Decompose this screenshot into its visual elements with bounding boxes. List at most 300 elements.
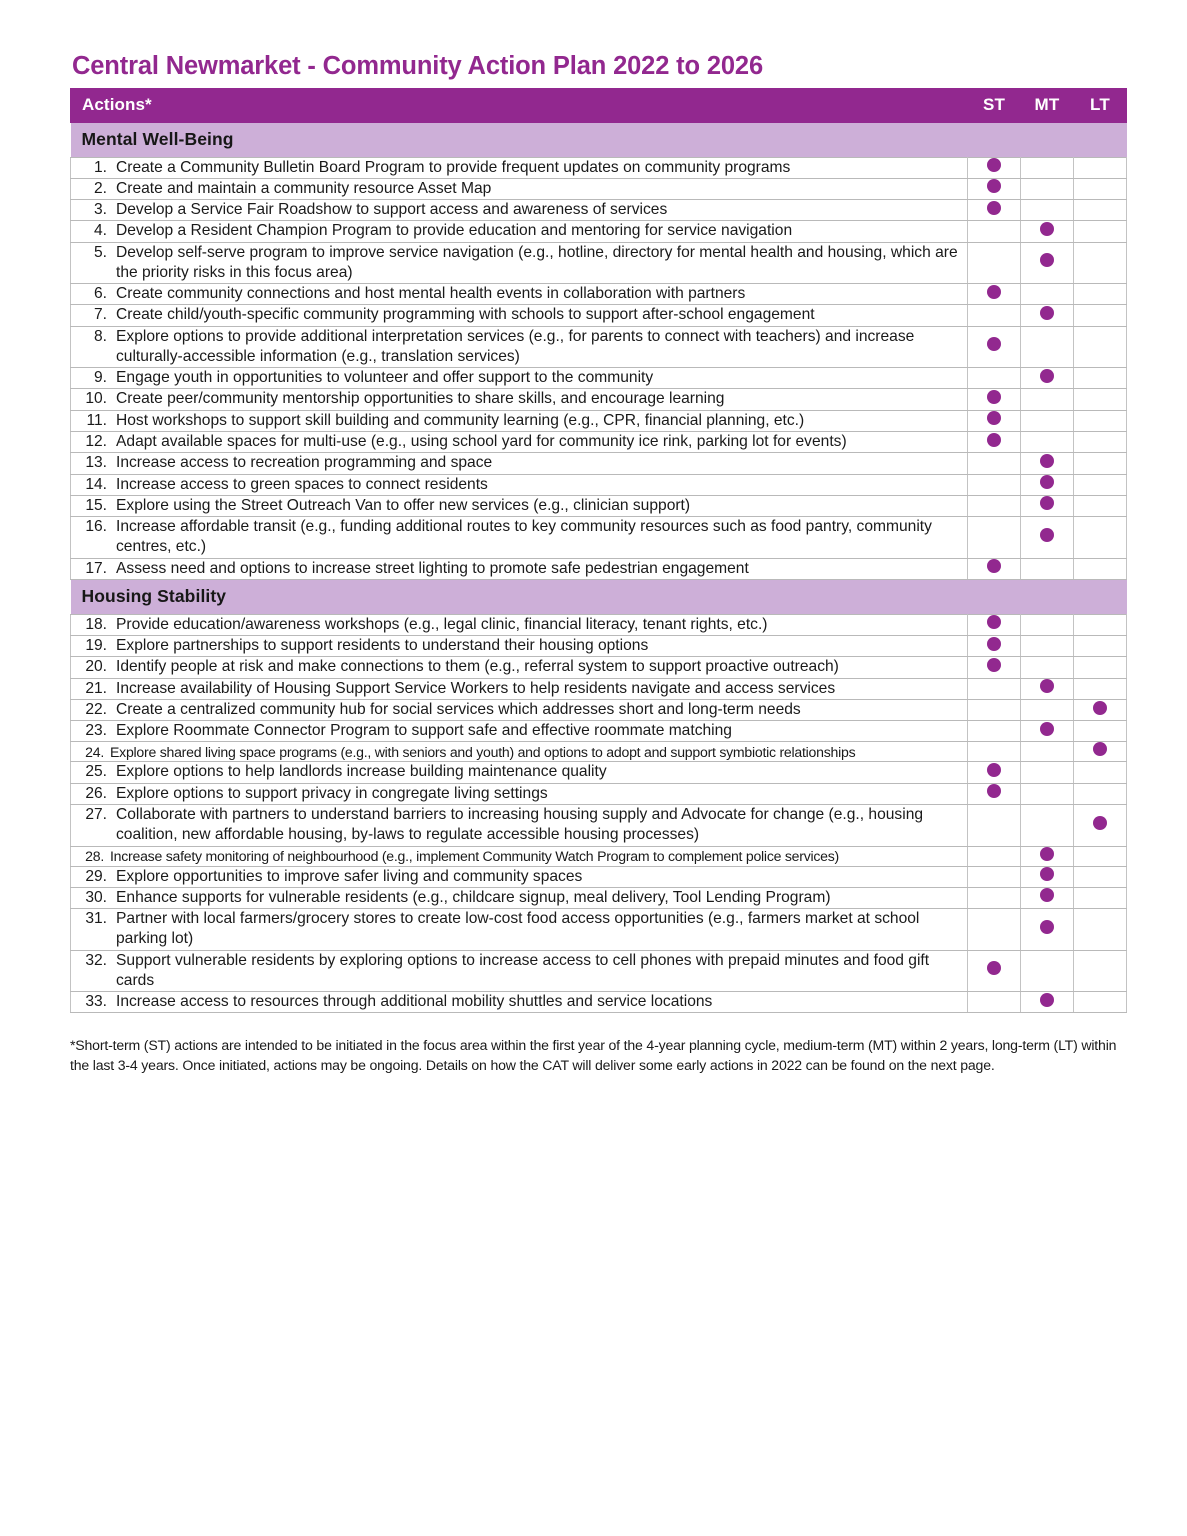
- timeframe-dot-icon: [987, 158, 1001, 172]
- mt-marker-cell: [1021, 742, 1074, 762]
- table-row: [71, 636, 1127, 657]
- lt-marker-cell: [1074, 866, 1127, 887]
- action-cell: [71, 804, 968, 846]
- st-marker-cell: [968, 221, 1021, 242]
- action-cell: [71, 558, 968, 579]
- action-number: 20.: [85, 658, 107, 676]
- table-row: [71, 909, 1127, 951]
- column-header-actions: Actions*: [71, 88, 968, 122]
- st-marker-cell: [968, 368, 1021, 389]
- action-text: Increase availability of Housing Support Service Workers to help residents navigate and access services: [116, 679, 836, 697]
- mt-marker-cell: [1021, 368, 1074, 389]
- st-marker-cell: [968, 410, 1021, 431]
- action-cell: [71, 866, 968, 887]
- table-row: [71, 846, 1127, 866]
- timeframe-dot-icon: [1040, 920, 1054, 934]
- action-text: Create community connections and host mental health events in collaboration with partners: [116, 285, 746, 303]
- action-content: [71, 762, 967, 782]
- action-cell: [71, 326, 968, 368]
- timeframe-dot-icon: [1040, 528, 1054, 542]
- action-cell: [71, 200, 968, 221]
- st-marker-cell: [968, 453, 1021, 474]
- action-number: 17.: [85, 559, 107, 577]
- action-cell: [71, 636, 968, 657]
- st-marker-cell: [968, 389, 1021, 410]
- action-number: 31.: [85, 910, 107, 928]
- table-header-row: [71, 88, 1127, 122]
- table-header: [71, 88, 1127, 122]
- action-cell: [71, 699, 968, 720]
- action-number: 28.: [85, 847, 104, 864]
- st-marker-cell: [968, 909, 1021, 951]
- table-row: [71, 992, 1127, 1013]
- table-row: [71, 326, 1127, 368]
- mt-marker-cell: [1021, 762, 1074, 783]
- mt-marker-cell: [1021, 866, 1074, 887]
- table-row: [71, 721, 1127, 742]
- timeframe-dot-icon: [1093, 816, 1107, 830]
- timeframe-dot-icon: [987, 763, 1001, 777]
- mt-marker-cell: [1021, 178, 1074, 199]
- action-cell: [71, 157, 968, 178]
- mt-marker-cell: [1021, 721, 1074, 742]
- action-number: 10.: [85, 390, 107, 408]
- st-marker-cell: [968, 284, 1021, 305]
- action-content: [71, 517, 967, 558]
- action-text: Increase access to recreation programming and space: [116, 454, 493, 472]
- lt-marker-cell: [1074, 326, 1127, 368]
- action-number: 9.: [93, 369, 107, 387]
- st-marker-cell: [968, 495, 1021, 516]
- timeframe-dot-icon: [1040, 888, 1054, 902]
- action-text: Host workshops to support skill building and community learning (e.g., CPR, financial planning, etc.): [116, 411, 805, 429]
- action-text: Engage youth in opportunities to volunteer and offer support to the community: [116, 369, 654, 387]
- action-cell: [71, 410, 968, 431]
- action-content: [71, 888, 967, 908]
- st-marker-cell: [968, 558, 1021, 579]
- st-marker-cell: [968, 783, 1021, 804]
- mt-marker-cell: [1021, 221, 1074, 242]
- table-row: [71, 887, 1127, 908]
- st-marker-cell: [968, 657, 1021, 678]
- action-cell: [71, 657, 968, 678]
- action-number: 13.: [85, 454, 107, 472]
- action-cell: [71, 721, 968, 742]
- lt-marker-cell: [1074, 657, 1127, 678]
- mt-marker-cell: [1021, 242, 1074, 284]
- action-number: 16.: [85, 518, 107, 536]
- action-content: [71, 368, 967, 388]
- action-number: 7.: [93, 306, 107, 324]
- lt-marker-cell: [1074, 178, 1127, 199]
- action-content: [71, 221, 967, 241]
- action-content: [71, 615, 967, 635]
- timeframe-dot-icon: [1040, 496, 1054, 510]
- table-row: [71, 368, 1127, 389]
- action-text: Enhance supports for vulnerable residents (e.g., childcare signup, meal delivery, Tool Lending Program): [116, 888, 831, 906]
- action-cell: [71, 242, 968, 284]
- mt-marker-cell: [1021, 157, 1074, 178]
- action-cell: [71, 453, 968, 474]
- st-marker-cell: [968, 157, 1021, 178]
- lt-marker-cell: [1074, 368, 1127, 389]
- action-content: [71, 805, 967, 846]
- timeframe-dot-icon: [987, 179, 1001, 193]
- page-title: Central Newmarket - Community Action Plan 2022 to 2026: [72, 52, 763, 80]
- action-content: [71, 700, 967, 720]
- action-content: [71, 721, 967, 741]
- action-number: 19.: [85, 637, 107, 655]
- mt-marker-cell: [1021, 389, 1074, 410]
- st-marker-cell: [968, 242, 1021, 284]
- action-text: Explore partnerships to support residents to understand their housing options: [116, 637, 649, 655]
- action-number: 6.: [93, 285, 107, 303]
- table-row: [71, 950, 1127, 992]
- action-content: [71, 909, 967, 950]
- action-text: Adapt available spaces for multi-use (e.g., using school yard for community ice rink, parking lot for events): [116, 433, 847, 450]
- action-text: Increase safety monitoring of neighbourhood (e.g., implement Community Watch Program to complement police services): [110, 847, 839, 864]
- lt-marker-cell: [1074, 200, 1127, 221]
- mt-marker-cell: [1021, 846, 1074, 866]
- lt-marker-cell: [1074, 474, 1127, 495]
- action-number: 5.: [93, 243, 107, 261]
- section-title: Mental Well-Being: [71, 122, 1127, 157]
- st-marker-cell: [968, 742, 1021, 762]
- action-text: Provide education/awareness workshops (e.g., legal clinic, financial literacy, tenant rights, etc.): [116, 615, 768, 633]
- st-marker-cell: [968, 887, 1021, 908]
- lt-marker-cell: [1074, 950, 1127, 992]
- action-content: [71, 411, 967, 431]
- action-content: [71, 867, 967, 887]
- lt-marker-cell: [1074, 558, 1127, 579]
- action-content: [71, 475, 967, 495]
- action-content: [71, 284, 967, 304]
- action-text: Explore options to support privacy in congregate living settings: [116, 784, 548, 802]
- action-content: [71, 679, 967, 699]
- mt-marker-cell: [1021, 200, 1074, 221]
- table-row: [71, 284, 1127, 305]
- mt-marker-cell: [1021, 432, 1074, 453]
- st-marker-cell: [968, 517, 1021, 559]
- action-content: [71, 992, 967, 1012]
- st-marker-cell: [968, 326, 1021, 368]
- lt-marker-cell: [1074, 762, 1127, 783]
- action-content: [71, 243, 967, 284]
- timeframe-dot-icon: [1040, 993, 1054, 1007]
- section-header-row: [71, 122, 1127, 157]
- lt-marker-cell: [1074, 783, 1127, 804]
- action-text: Explore options to provide additional interpretation services (e.g., for parents to connect with teachers) and increase culturally-accessible information (e.g., translation services): [116, 327, 915, 365]
- timeframe-dot-icon: [1040, 306, 1054, 320]
- timeframe-dot-icon: [1040, 369, 1054, 383]
- mt-marker-cell: [1021, 495, 1074, 516]
- action-number: 14.: [85, 475, 107, 493]
- action-text: Explore Roommate Connector Program to support safe and effective roommate matching: [116, 722, 732, 740]
- table-row: [71, 474, 1127, 495]
- table-row: [71, 614, 1127, 635]
- table-row: [71, 517, 1127, 559]
- table-row: [71, 866, 1127, 887]
- mt-marker-cell: [1021, 699, 1074, 720]
- action-text: Create a centralized community hub for social services which addresses short and long-term needs: [116, 700, 801, 718]
- table-row: [71, 432, 1127, 453]
- table-row: [71, 762, 1127, 783]
- mt-marker-cell: [1021, 453, 1074, 474]
- table-row: [71, 699, 1127, 720]
- action-cell: [71, 221, 968, 242]
- action-cell: [71, 178, 968, 199]
- table-row: [71, 657, 1127, 678]
- timeframe-dot-icon: [987, 615, 1001, 629]
- action-content: [71, 951, 967, 992]
- action-cell: [71, 368, 968, 389]
- action-text: Explore shared living space programs (e.g., with seniors and youth) and options to adopt and support symbiotic relationships: [110, 743, 856, 760]
- timeframe-dot-icon: [1093, 701, 1107, 715]
- mt-marker-cell: [1021, 992, 1074, 1013]
- action-cell: [71, 678, 968, 699]
- st-marker-cell: [968, 846, 1021, 866]
- lt-marker-cell: [1074, 495, 1127, 516]
- action-text: Create child/youth-specific community programming with schools to support after-school engagement: [116, 306, 815, 324]
- action-text: Explore options to help landlords increase building maintenance quality: [116, 763, 607, 781]
- table-row: [71, 157, 1127, 178]
- action-text: Develop a Service Fair Roadshow to support access and awareness of services: [116, 201, 668, 219]
- st-marker-cell: [968, 636, 1021, 657]
- table-row: [71, 678, 1127, 699]
- timeframe-dot-icon: [1040, 867, 1054, 881]
- timeframe-dot-icon: [1040, 454, 1054, 468]
- mt-marker-cell: [1021, 284, 1074, 305]
- lt-marker-cell: [1074, 636, 1127, 657]
- st-marker-cell: [968, 699, 1021, 720]
- timeframe-dot-icon: [987, 637, 1001, 651]
- action-content: [71, 636, 967, 656]
- action-cell: [71, 495, 968, 516]
- action-content: [71, 657, 967, 677]
- table-body: [71, 122, 1127, 1013]
- action-cell: [71, 762, 968, 783]
- timeframe-dot-icon: [987, 961, 1001, 975]
- table-row: [71, 389, 1127, 410]
- action-number: 27.: [85, 805, 107, 823]
- timeframe-dot-icon: [1093, 742, 1107, 756]
- action-cell: [71, 474, 968, 495]
- action-number: 12.: [85, 433, 107, 450]
- mt-marker-cell: [1021, 657, 1074, 678]
- action-plan-table: [70, 88, 1127, 1014]
- table-row: [71, 221, 1127, 242]
- mt-marker-cell: [1021, 636, 1074, 657]
- action-content: [71, 432, 967, 452]
- action-text: Collaborate with partners to understand barriers to increasing housing supply and Advocate for change (e.g., housing coalition, new affordable housing, by-laws to regulate accessible housing processes): [116, 805, 924, 844]
- lt-marker-cell: [1074, 992, 1127, 1013]
- section-header-row: [71, 579, 1127, 614]
- mt-marker-cell: [1021, 909, 1074, 951]
- timeframe-dot-icon: [1040, 253, 1054, 267]
- mt-marker-cell: [1021, 950, 1074, 992]
- action-text: Develop a Resident Champion Program to provide education and mentoring for service navigation: [116, 222, 793, 240]
- st-marker-cell: [968, 678, 1021, 699]
- action-number: 15.: [85, 496, 107, 514]
- lt-marker-cell: [1074, 678, 1127, 699]
- action-text: Partner with local farmers/grocery stores to create low-cost food access opportunities (e.g., farmers market at school parking lot): [116, 910, 920, 948]
- table-row: [71, 410, 1127, 431]
- timeframe-dot-icon: [987, 201, 1001, 215]
- timeframe-dot-icon: [987, 658, 1001, 672]
- table-row: [71, 305, 1127, 326]
- lt-marker-cell: [1074, 721, 1127, 742]
- action-number: 21.: [85, 679, 107, 697]
- lt-marker-cell: [1074, 909, 1127, 951]
- action-number: 29.: [85, 867, 107, 885]
- timeframe-dot-icon: [987, 390, 1001, 404]
- lt-marker-cell: [1074, 742, 1127, 762]
- lt-marker-cell: [1074, 846, 1127, 866]
- mt-marker-cell: [1021, 558, 1074, 579]
- action-content: [71, 743, 967, 761]
- action-content: [71, 200, 967, 220]
- st-marker-cell: [968, 992, 1021, 1013]
- action-text: Increase affordable transit (e.g., funding additional routes to key community resources such as food pantry, community centres, etc.): [116, 518, 932, 556]
- timeframe-dot-icon: [987, 285, 1001, 299]
- mt-marker-cell: [1021, 678, 1074, 699]
- action-text: Develop self-serve program to improve service navigation (e.g., hotline, directory for mental health and housing, which are the priority risks in this focus area): [116, 243, 958, 281]
- st-marker-cell: [968, 866, 1021, 887]
- action-cell: [71, 389, 968, 410]
- column-header-st: ST: [968, 88, 1021, 122]
- st-marker-cell: [968, 305, 1021, 326]
- mt-marker-cell: [1021, 887, 1074, 908]
- mt-marker-cell: [1021, 614, 1074, 635]
- st-marker-cell: [968, 178, 1021, 199]
- action-cell: [71, 846, 968, 866]
- action-number: 8.: [93, 327, 107, 345]
- mt-marker-cell: [1021, 783, 1074, 804]
- action-content: [71, 389, 967, 409]
- action-content: [71, 327, 967, 368]
- action-cell: [71, 305, 968, 326]
- mt-marker-cell: [1021, 410, 1074, 431]
- action-number: 24.: [85, 743, 104, 760]
- timeframe-dot-icon: [987, 433, 1001, 447]
- table-row: [71, 783, 1127, 804]
- action-text: Explore using the Street Outreach Van to offer new services (e.g., clinician support): [116, 496, 691, 514]
- action-number: 33.: [85, 993, 107, 1011]
- timeframe-dot-icon: [987, 337, 1001, 351]
- action-text: Identify people at risk and make connections to them (e.g., referral system to support proactive outreach): [116, 658, 839, 676]
- action-number: 11.: [86, 411, 107, 429]
- action-cell: [71, 909, 968, 951]
- lt-marker-cell: [1074, 699, 1127, 720]
- action-number: 2.: [93, 179, 107, 197]
- action-text: Increase access to resources through additional mobility shuttles and service locations: [116, 993, 713, 1011]
- lt-marker-cell: [1074, 804, 1127, 846]
- lt-marker-cell: [1074, 410, 1127, 431]
- st-marker-cell: [968, 804, 1021, 846]
- timeframe-dot-icon: [1040, 679, 1054, 693]
- mt-marker-cell: [1021, 305, 1074, 326]
- action-text: Create peer/community mentorship opportunities to share skills, and encourage learning: [116, 390, 725, 408]
- st-marker-cell: [968, 200, 1021, 221]
- lt-marker-cell: [1074, 221, 1127, 242]
- action-cell: [71, 432, 968, 453]
- table-row: [71, 453, 1127, 474]
- table-row: [71, 742, 1127, 762]
- action-text: Increase access to green spaces to connect residents: [116, 475, 488, 493]
- lt-marker-cell: [1074, 284, 1127, 305]
- action-content: [71, 784, 967, 804]
- lt-marker-cell: [1074, 432, 1127, 453]
- footnote: *Short-term (ST) actions are intended to be initiated in the focus area within the first year of the 4-year planning cycle, medium-term (MT) within 2 years, long-term (LT) within the last 3-4 years. Once initiated, actions may be ongoing. Details on how the CAT will deliver some early actions in 2022 can be found on the next page.: [70, 1037, 1117, 1074]
- action-content: [71, 496, 967, 516]
- st-marker-cell: [968, 432, 1021, 453]
- st-marker-cell: [968, 721, 1021, 742]
- action-number: 30.: [85, 888, 107, 906]
- st-marker-cell: [968, 474, 1021, 495]
- table-row: [71, 558, 1127, 579]
- lt-marker-cell: [1074, 157, 1127, 178]
- timeframe-dot-icon: [987, 411, 1001, 425]
- table-row: [71, 178, 1127, 199]
- timeframe-dot-icon: [987, 784, 1001, 798]
- lt-marker-cell: [1074, 887, 1127, 908]
- mt-marker-cell: [1021, 326, 1074, 368]
- action-content: [71, 179, 967, 199]
- action-cell: [71, 284, 968, 305]
- action-number: 3.: [93, 201, 107, 219]
- lt-marker-cell: [1074, 614, 1127, 635]
- action-text: Explore opportunities to improve safer living and community spaces: [116, 867, 583, 885]
- action-text: Create and maintain a community resource Asset Map: [116, 179, 492, 197]
- action-text: Create a Community Bulletin Board Program to provide frequent updates on community programs: [116, 158, 791, 176]
- table-row: [71, 804, 1127, 846]
- action-content: [71, 847, 967, 865]
- action-content: [71, 305, 967, 325]
- action-content: [71, 158, 967, 178]
- mt-marker-cell: [1021, 517, 1074, 559]
- action-text: Assess need and options to increase street lighting to promote safe pedestrian engagement: [116, 559, 749, 577]
- action-content: [71, 453, 967, 473]
- timeframe-dot-icon: [1040, 847, 1054, 861]
- action-cell: [71, 992, 968, 1013]
- action-cell: [71, 742, 968, 762]
- action-number: 18.: [85, 615, 107, 633]
- lt-marker-cell: [1074, 517, 1127, 559]
- action-cell: [71, 783, 968, 804]
- st-marker-cell: [968, 614, 1021, 635]
- action-number: 1.: [93, 158, 107, 176]
- table-row: [71, 200, 1127, 221]
- timeframe-dot-icon: [1040, 722, 1054, 736]
- action-cell: [71, 614, 968, 635]
- action-text: Support vulnerable residents by exploring options to increase access to cell phones with prepaid minutes and food gift cards: [116, 951, 930, 989]
- action-number: 22.: [85, 700, 107, 718]
- lt-marker-cell: [1074, 453, 1127, 474]
- section-title: Housing Stability: [71, 579, 1127, 614]
- timeframe-dot-icon: [1040, 222, 1054, 236]
- action-cell: [71, 517, 968, 559]
- table-row: [71, 242, 1127, 284]
- table-row: [71, 495, 1127, 516]
- timeframe-dot-icon: [987, 559, 1001, 573]
- action-content: [71, 559, 967, 579]
- lt-marker-cell: [1074, 389, 1127, 410]
- column-header-lt: LT: [1074, 88, 1127, 122]
- action-number: 4.: [93, 222, 107, 240]
- timeframe-dot-icon: [1040, 475, 1054, 489]
- mt-marker-cell: [1021, 804, 1074, 846]
- lt-marker-cell: [1074, 305, 1127, 326]
